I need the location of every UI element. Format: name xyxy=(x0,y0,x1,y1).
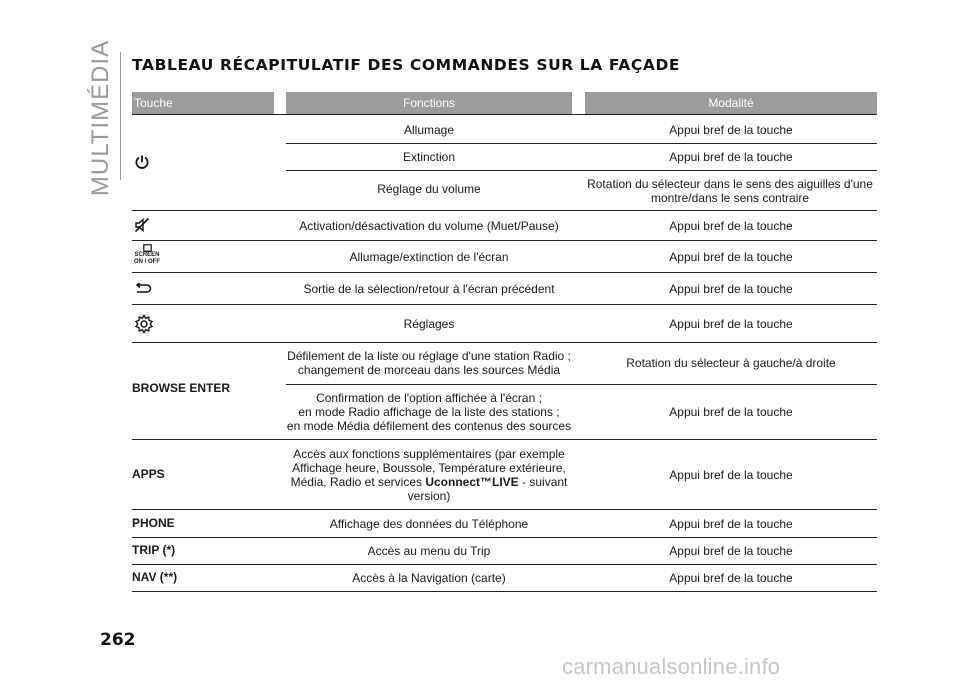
key-apps: APPS xyxy=(132,467,165,481)
r4-fonction: Activation/désactivation du volume (Muet/Pause) xyxy=(299,219,559,233)
text-line xyxy=(291,475,568,489)
r7-fonction: Réglages xyxy=(403,317,455,331)
text-line: Affichage heure, Boussole, Température extérieure, xyxy=(292,461,566,475)
uconnect-live-label: Uconnect™LIVE xyxy=(425,475,519,489)
key-browse-enter: BROWSE ENTER xyxy=(132,381,231,395)
onoff-label: ON / OFF xyxy=(134,259,160,265)
header-modalite: Modalité xyxy=(585,92,877,114)
r3-modalite-line: Rotation du sélecteur dans le sens des aiguilles d'une xyxy=(587,177,873,191)
nav-modalite: Appui bref de la touche xyxy=(669,571,793,585)
apps-modalite: Appui bref de la touche xyxy=(669,468,793,482)
row-rule xyxy=(132,537,877,538)
text-line: Défilement de la liste ou réglage d'une station Radio ; xyxy=(287,349,571,363)
phone-modalite: Appui bref de la touche xyxy=(669,517,793,531)
r5-modalite: Appui bref de la touche xyxy=(669,250,793,264)
text-line: Accès aux fonctions supplémentaires (par exemple xyxy=(293,447,565,461)
r5-fonction: Allumage/extinction de l'écran xyxy=(349,250,509,264)
r4-modalite: Appui bref de la touche xyxy=(669,219,793,233)
header-rule xyxy=(132,114,877,115)
watermark: carmanualsonline.info xyxy=(562,654,781,679)
section-side-label-text: MULTIMÉDIA xyxy=(87,39,115,196)
nav-fonction: Accès à la Navigation (carte) xyxy=(352,571,506,585)
trip-fonction: Accès au menu du Trip xyxy=(367,544,491,558)
row-rule xyxy=(132,304,877,305)
browse-modalite-2: Appui bref de la touche xyxy=(669,405,793,419)
side-rule xyxy=(120,52,121,180)
r2-modalite: Appui bref de la touche xyxy=(669,150,793,164)
key-nav: NAV (**) xyxy=(132,570,178,584)
r6-fonction: Sortie de la sélection/retour à l'écran précédent xyxy=(303,282,555,296)
row-rule xyxy=(132,439,877,440)
r3-modalite-line: montre/dans le sens contraire xyxy=(650,191,810,205)
screen-onoff-icon xyxy=(132,244,162,270)
r3-modalite xyxy=(580,176,880,206)
section-side-label xyxy=(86,39,116,196)
key-phone: PHONE xyxy=(132,516,175,530)
key-trip: TRIP (*) xyxy=(132,543,176,557)
text-line: Confirmation de l'option affichée à l'écran ; xyxy=(316,391,542,405)
r7-modalite: Appui bref de la touche xyxy=(669,317,793,331)
gear-icon xyxy=(132,312,156,336)
phone-fonction: Affichage des données du Téléphone xyxy=(329,517,529,531)
r1-fonction: Allumage xyxy=(403,123,455,137)
r6-modalite: Appui bref de la touche xyxy=(669,282,793,296)
screen-icon xyxy=(143,244,152,252)
text-line: en mode Média défilement des contenus des sources xyxy=(286,419,572,433)
text-line: changement de morceau dans les sources Média xyxy=(297,363,561,377)
browse-fonction-1 xyxy=(270,348,588,378)
r3-fonction: Réglage du volume xyxy=(377,182,481,196)
page-number: 262 xyxy=(100,630,136,650)
row-rule xyxy=(286,170,877,171)
row-rule xyxy=(132,564,877,565)
row-rule xyxy=(132,272,877,273)
power-icon xyxy=(132,152,152,172)
row-rule xyxy=(286,384,877,385)
row-rule xyxy=(132,509,877,510)
trip-modalite: Appui bref de la touche xyxy=(669,544,793,558)
browse-fonction-2 xyxy=(270,390,588,434)
row-rule xyxy=(132,591,877,592)
header-touche: Touche xyxy=(132,92,274,114)
screen-label: SCREEN xyxy=(134,252,160,258)
text-segment: - suivant xyxy=(518,475,568,489)
text-line: version) xyxy=(407,489,451,503)
text-line: en mode Radio affichage de la liste des stations ; xyxy=(298,405,560,419)
text-segment: Média, Radio et services xyxy=(290,475,426,489)
row-rule xyxy=(286,143,877,144)
row-rule xyxy=(132,342,877,343)
row-rule xyxy=(132,240,877,241)
page-title: TABLEAU RÉCAPITULATIF DES COMMANDES SUR LA FAÇADE xyxy=(132,56,681,74)
header-fonctions: Fonctions xyxy=(286,92,572,114)
row-rule xyxy=(132,210,877,211)
back-arrow-icon xyxy=(132,279,154,299)
r1-modalite: Appui bref de la touche xyxy=(669,123,793,137)
apps-fonction xyxy=(270,446,588,504)
browse-modalite-1: Rotation du sélecteur à gauche/à droite xyxy=(626,356,836,370)
r2-fonction: Extinction xyxy=(402,150,456,164)
mute-icon xyxy=(132,215,152,235)
